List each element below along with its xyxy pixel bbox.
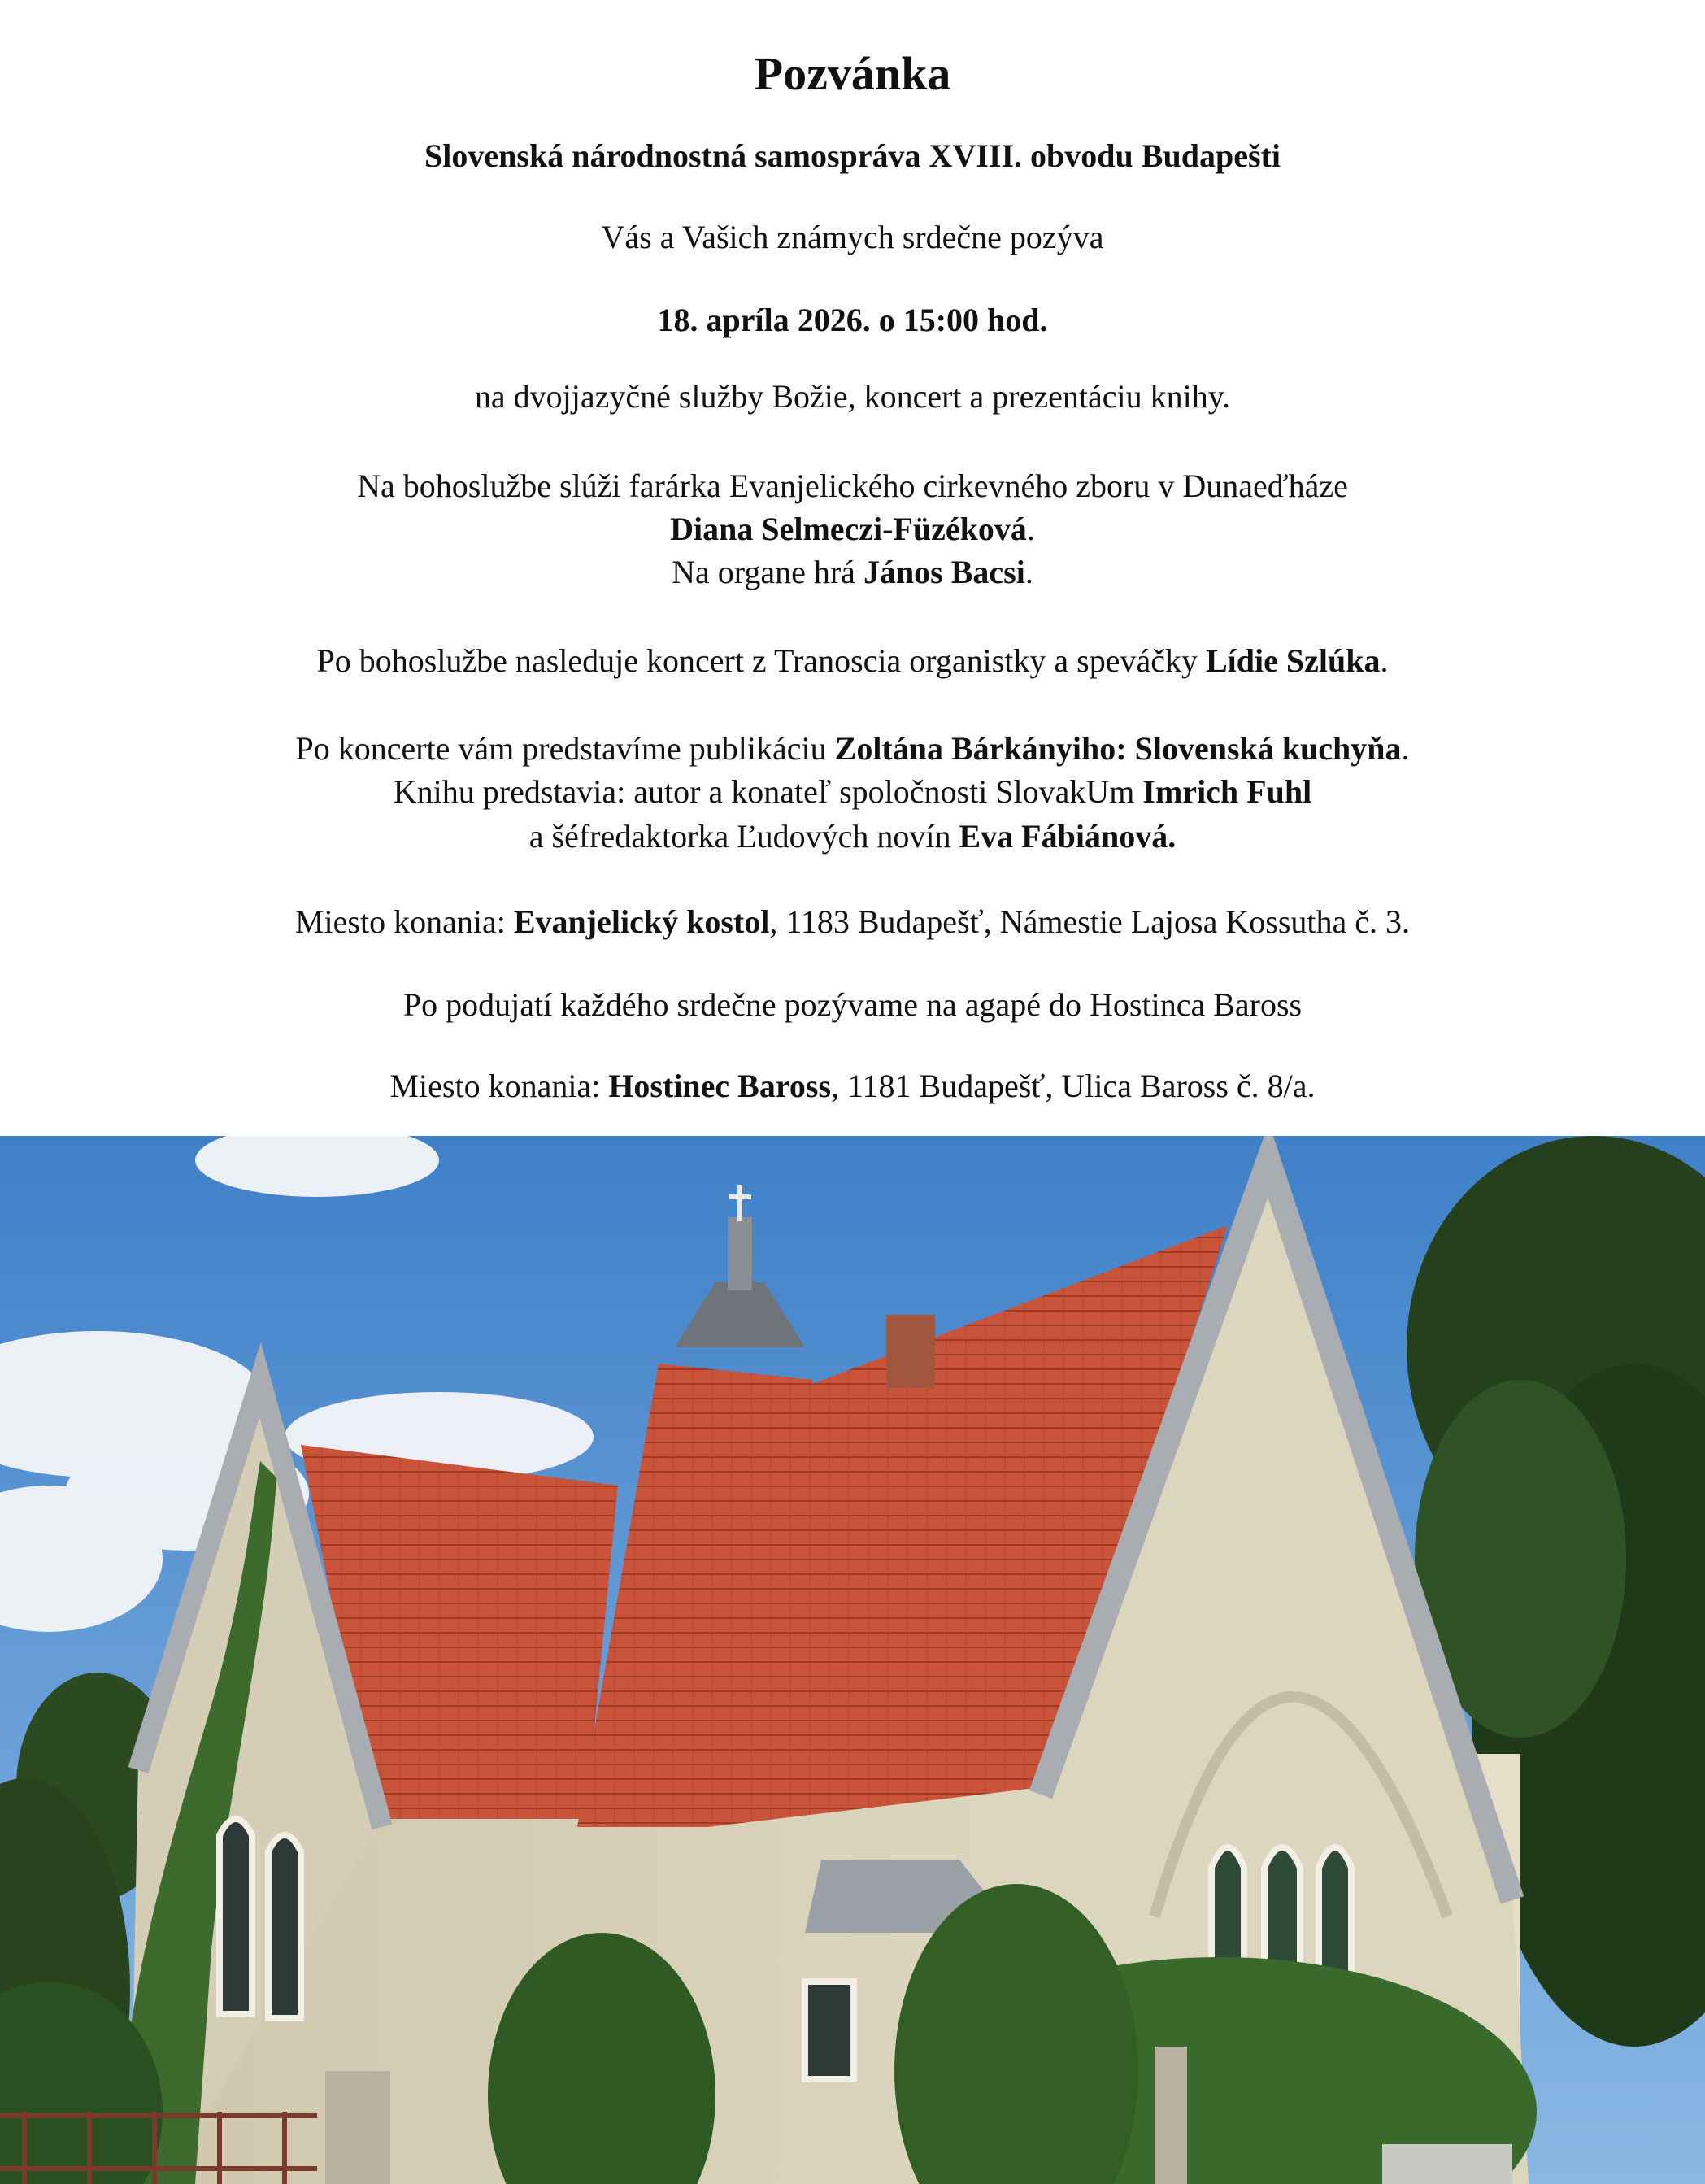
book-title: Zoltána Bárkányiho: Slovenská kuchyňa xyxy=(834,730,1402,767)
pastor-name: Diana Selmeczi-Füzéková xyxy=(670,511,1027,547)
gate-pillar xyxy=(325,2071,390,2184)
venue-1-name: Evanjelický kostol xyxy=(513,903,770,940)
event-datetime: 18. apríla 2026. o 15:00 hod. xyxy=(657,302,1048,338)
book-presenters-line: Knihu predstavia: autor a konateľ spoločnosti SlovakUm Imrich Fuhl xyxy=(393,773,1312,810)
venue-1-line: Miesto konania: Evanjelický kostol, 1183 Budapešť, Námestie Lajosa Kossutha č. 3. xyxy=(294,903,1411,940)
service-line: Na bohoslužbe slúži farárka Evanjelického cirkevného zboru v Dunaeďháze xyxy=(357,468,1348,504)
pastor-line: Diana Selmeczi-Füzéková. xyxy=(670,511,1035,547)
invite-line: Vás a Vašich známych srdečne pozýva xyxy=(601,219,1104,255)
agape-line: Po podujatí každého srdečne pozývame na agapé do Hostinca Baross xyxy=(402,986,1303,1023)
presenter-1: Imrich Fuhl xyxy=(1142,773,1312,810)
organ-line: Na organe hrá János Bacsi. xyxy=(672,554,1033,590)
singer-name: Lídie Szlúka xyxy=(1205,642,1381,679)
venue-2-name: Hostinec Baross xyxy=(608,1068,832,1104)
gate-pillar xyxy=(1155,2047,1187,2184)
organizer-name: Slovenská národnostná samospráva XVIII. obvodu Budapešti xyxy=(424,137,1281,174)
chimney xyxy=(886,1315,935,1388)
steps xyxy=(1382,2144,1512,2184)
church-photo xyxy=(0,1136,1705,2184)
venue-2-line: Miesto konania: Hostinec Baross, 1181 Budapešť, Ulica Baross č. 8/a. xyxy=(389,1068,1316,1104)
concert-line: Po bohoslužbe nasleduje koncert z Tranoscia organistky a speváčky Lídie Szlúka. xyxy=(316,642,1389,679)
event-description: na dvojjazyčné služby Božie, koncert a prezentáciu knihy. xyxy=(474,378,1231,415)
book-presenters-line-2: a šéfredaktorka Ľudových novín Eva Fábiánová. xyxy=(528,818,1177,855)
book-line: Po koncerte vám predstavíme publikáciu Zoltána Bárkányiho: Slovenská kuchyňa. xyxy=(295,730,1410,767)
organist-name: János Bacsi xyxy=(863,554,1025,590)
presenter-2: Eva Fábiánová. xyxy=(959,818,1177,855)
page-title: Pozvánka xyxy=(754,47,951,100)
